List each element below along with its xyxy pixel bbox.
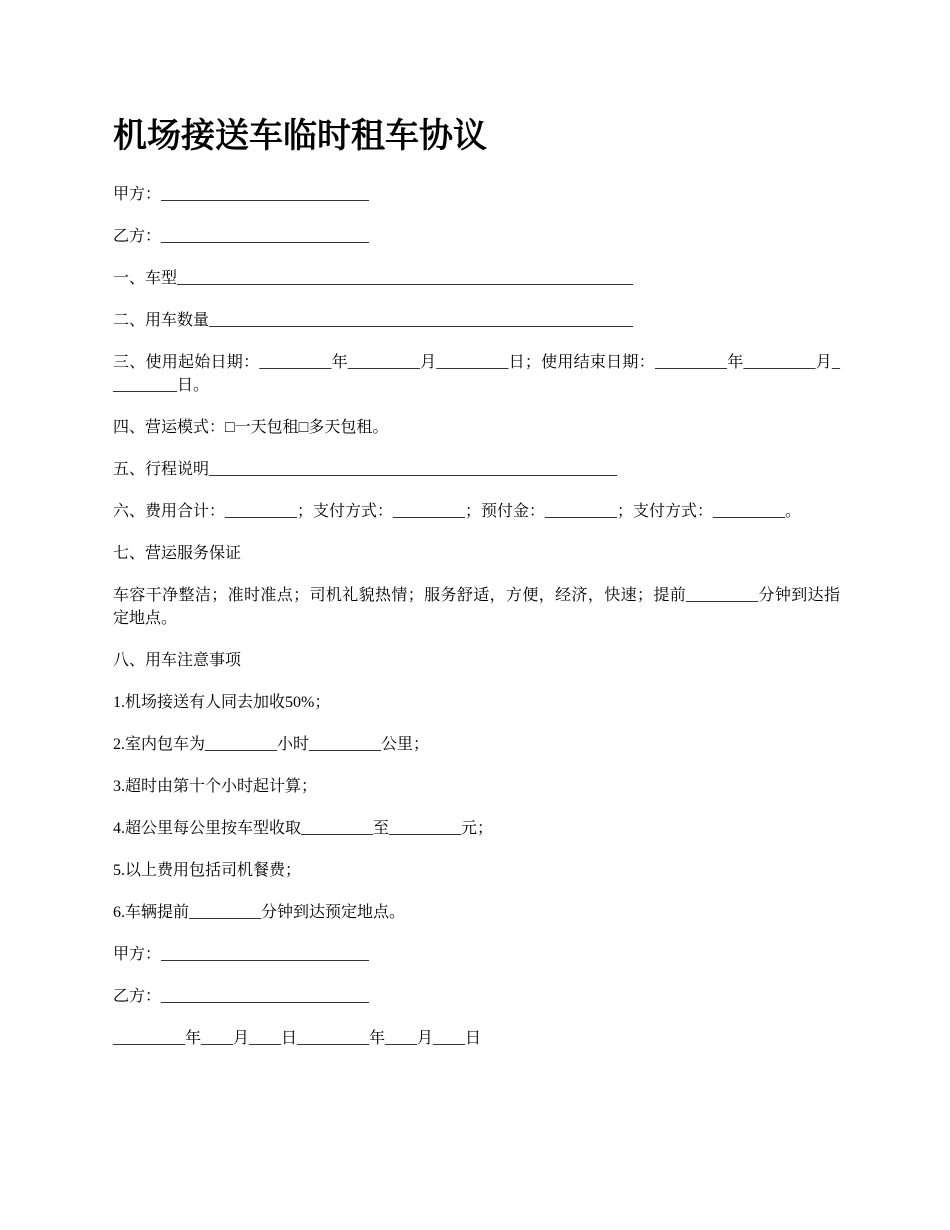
note-item-1: 1.机场接送有人同去加收50%； [113, 694, 331, 711]
document-page [113, 108, 840, 1069]
clause-vehicle-type: 一、车型_________________________________________________________ [113, 270, 634, 287]
note-item-4: 4.超公里每公里按车型收取_________至_________元； [113, 820, 494, 837]
party-a-line: 甲方：__________________________ [113, 186, 370, 203]
clause-itinerary: 五、行程说明___________________________________________________ [113, 461, 618, 478]
note-item-3: 3.超时由第十个小时起计算； [113, 778, 318, 795]
clause-service-text: 车容干净整洁；准时准点；司机礼貌热情；服务舒适，方便，经济，快速；提前_________分钟到达指定地点。 [113, 587, 840, 627]
signature-dates: _________年____月____日_________年____月____日 [113, 1030, 482, 1047]
signature-party-b: 乙方：__________________________ [113, 988, 370, 1005]
note-item-6: 6.车辆提前_________分钟到达预定地点。 [113, 904, 406, 921]
note-item-5: 5.以上费用包括司机餐费； [113, 862, 302, 879]
clause-usage-dates: 三、使用起始日期：_________年_________月_________日；使用结束日期：_________年_________月_________日。 [113, 354, 840, 394]
clause-service-heading: 七、营运服务保证 [113, 545, 242, 562]
clause-notes-heading: 八、用车注意事项 [113, 652, 242, 669]
document-title: 机场接送车临时租车协议 [113, 116, 487, 156]
note-item-2: 2.室内包车为_________小时_________公里； [113, 736, 430, 753]
signature-party-a: 甲方：__________________________ [113, 946, 370, 963]
party-b-line: 乙方：__________________________ [113, 228, 370, 245]
clause-fees: 六、费用合计：_________；支付方式：_________；预付金：_________；支付方式：_________。 [113, 503, 802, 520]
clause-operation-mode: 四、营运模式：□一天包租□多天包租。 [113, 419, 389, 436]
clause-vehicle-count: 二、用车数量_____________________________________________________ [113, 312, 634, 329]
